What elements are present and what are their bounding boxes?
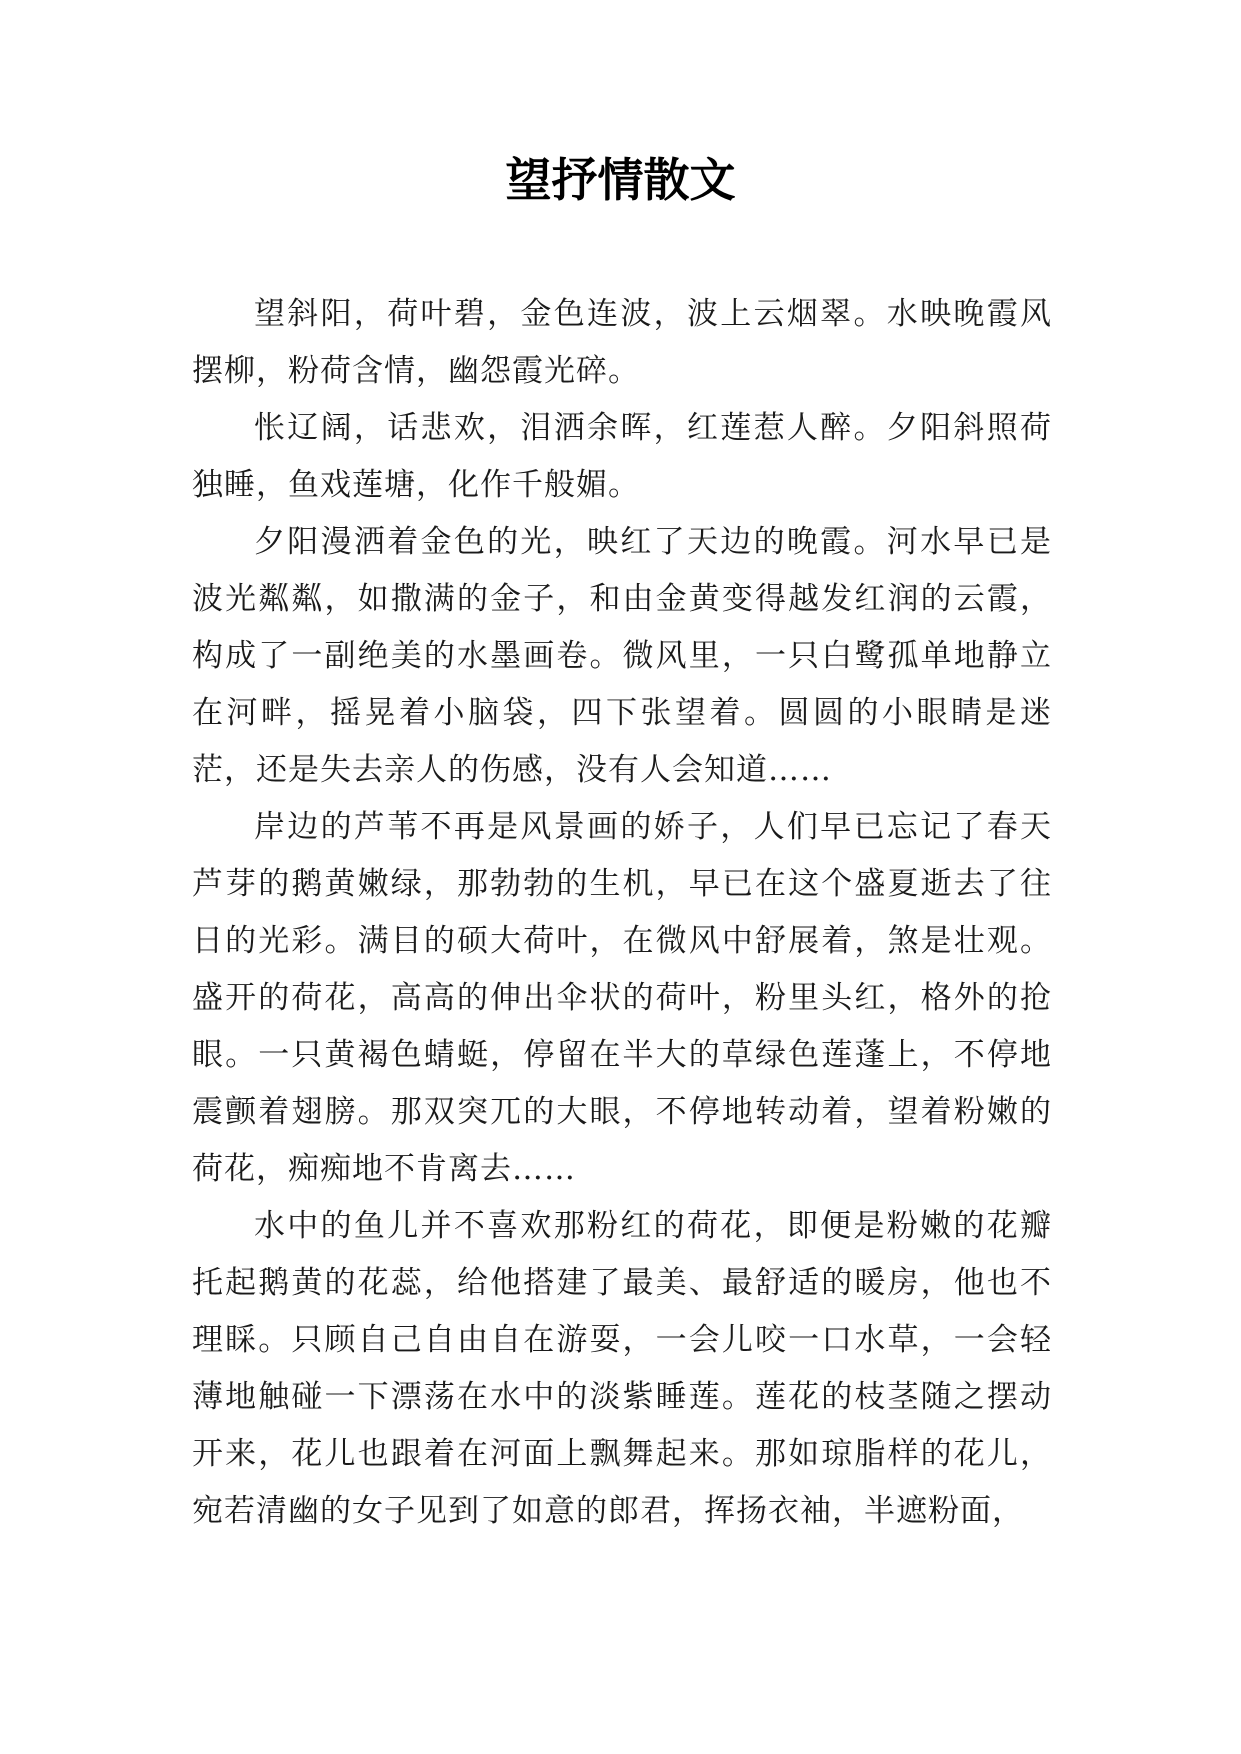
document-title: 望抒情散文 <box>505 153 736 207</box>
paragraph-4: 岸边的芦苇不再是风景画的娇子，人们早已忘记了春天芦芽的鹅黄嫩绿，那勃勃的生机，早已在这个盛夏逝去了往日的光彩。满目的硕大荷叶，在微风中舒展着，煞是壮观。盛开的荷花，高高的伸出伞状的荷叶，粉里头红，格外的抢眼。一只黄褐色蜻蜓，停留在半大的草绿色莲蓬上，不停地震颤着翅膀。那双突兀的大眼，不停地转动着，望着粉嫩的荷花，痴痴地不肯离去…… <box>192 809 1052 1187</box>
paragraph-2: 怅辽阔，话悲欢，泪洒余晖，红莲惹人醉。夕阳斜照荷独睡，鱼戏莲塘，化作千般媚。 <box>192 410 1052 503</box>
paragraph-5: 水中的鱼儿并不喜欢那粉红的荷花，即便是粉嫩的花瓣托起鹅黄的花蕊，给他搭建了最美、最舒适的暖房，他也不理睬。只顾自己自由自在游耍，一会儿咬一口水草，一会轻薄地触碰一下漂荡在水中的淡紫睡莲。莲花的枝茎随之摆动开来，花儿也跟着在河面上飘舞起来。那如琼脂样的花儿，宛若清幽的女子见到了如意的郎君，挥扬衣袖，半遮粉面， <box>192 1208 1052 1529</box>
document-body <box>192 286 1052 1540</box>
paragraph-3: 夕阳漫洒着金色的光，映红了天边的晚霞。河水早已是波光粼粼，如撒满的金子，和由金黄变得越发红润的云霞，构成了一副绝美的水墨画卷。微风里，一只白鹭孤单地静立在河畔，摇晃着小脑袋，四下张望着。圆圆的小眼睛是迷茫，还是失去亲人的伤感，没有人会知道…… <box>192 524 1052 788</box>
paragraph-1: 望斜阳，荷叶碧，金色连波，波上云烟翠。水映晚霞风摆柳，粉荷含情，幽怨霞光碎。 <box>192 296 1052 389</box>
